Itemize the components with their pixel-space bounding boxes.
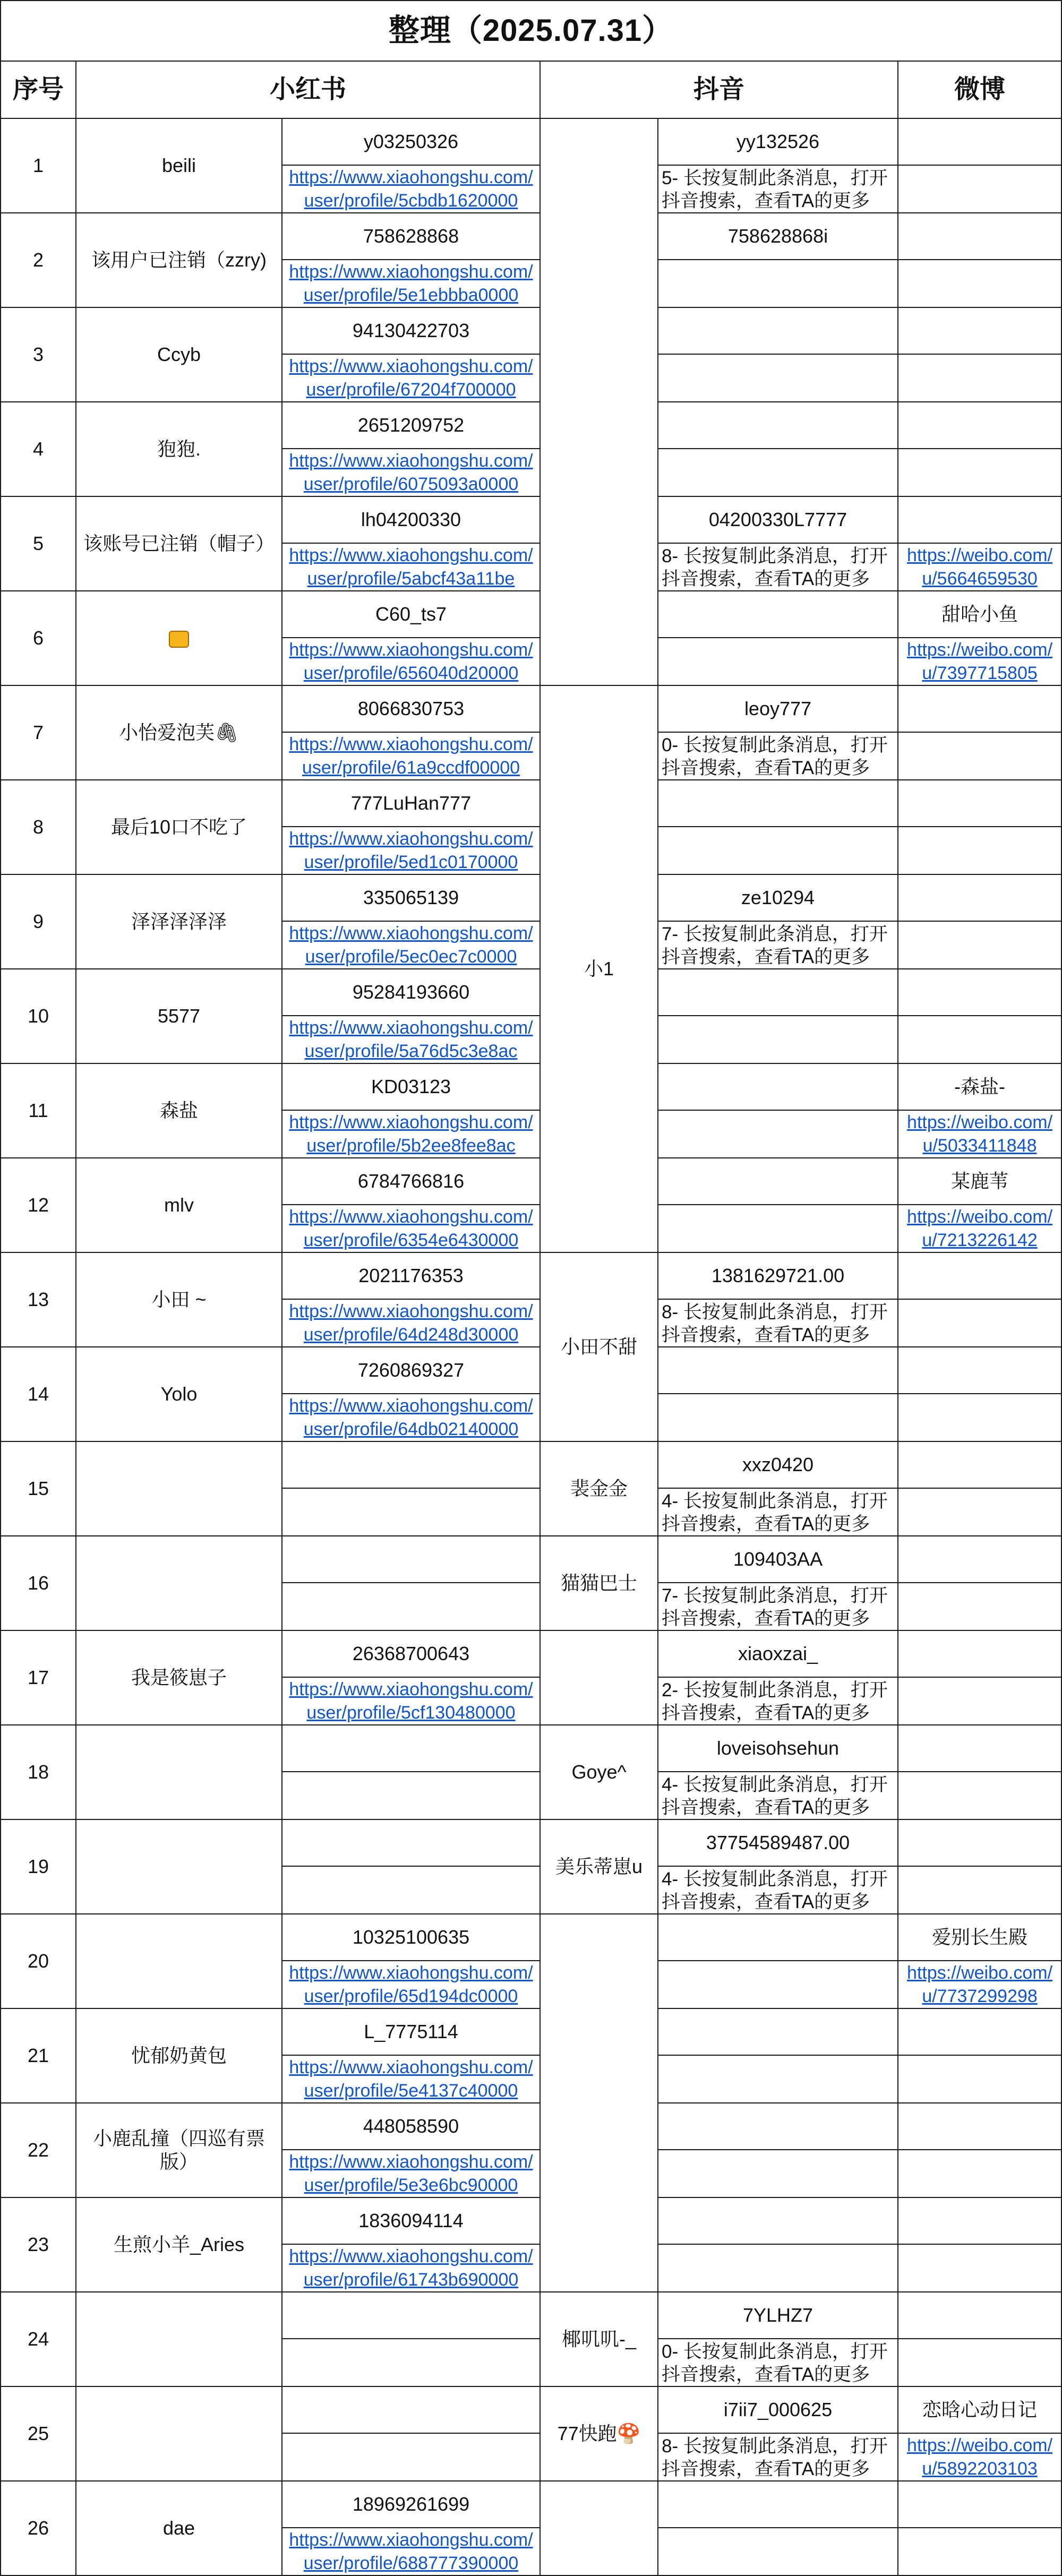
douyin-share-message: [658, 449, 898, 496]
xhs-name: mlv: [76, 1158, 282, 1252]
xhs-id: [282, 1441, 540, 1488]
row-number: 20: [1, 1914, 76, 2008]
xhs-id: C60_ts7: [282, 591, 540, 638]
douyin-name: 77快跑🍄: [540, 2386, 658, 2481]
weibo-name: 甜哈小鱼: [898, 591, 1061, 638]
douyin-id: [658, 2103, 898, 2150]
xhs-id: 6784766816: [282, 1158, 540, 1205]
weibo-name: [898, 780, 1061, 827]
row-number: 14: [1, 1347, 76, 1441]
weibo-name: [898, 1441, 1061, 1488]
douyin-name: [540, 118, 658, 685]
xhs-name: [76, 1819, 282, 1914]
xhs-name: [76, 1536, 282, 1630]
douyin-id: xiaoxzai_: [658, 1630, 898, 1677]
weibo-name: [898, 1347, 1061, 1394]
xhs-profile-link[interactable]: https://www.xiaohongshu.com/user/profile/61743b690000: [282, 2244, 540, 2292]
douyin-id: ze10294: [658, 874, 898, 921]
row-number: 21: [1, 2008, 76, 2103]
xhs-profile-link: [282, 2433, 540, 2481]
xhs-id: [282, 1725, 540, 1772]
douyin-share-message: [658, 354, 898, 402]
douyin-id: 37754589487.00: [658, 1819, 898, 1866]
xhs-profile-link[interactable]: https://www.xiaohongshu.com/user/profile/656040d20000: [282, 638, 540, 685]
row-number: 16: [1, 1536, 76, 1630]
xhs-name: 小田 ~: [76, 1252, 282, 1347]
xhs-profile-link[interactable]: https://www.xiaohongshu.com/user/profile/6075093a0000: [282, 449, 540, 496]
weibo-name: -森盐-: [898, 1063, 1061, 1110]
xhs-profile-link[interactable]: https://www.xiaohongshu.com/user/profile/5b2ee8fee8ac: [282, 1110, 540, 1158]
xhs-name: Ccyb: [76, 307, 282, 402]
xhs-profile-link[interactable]: https://www.xiaohongshu.com/user/profile/64db02140000: [282, 1394, 540, 1441]
douyin-id: [658, 2197, 898, 2244]
row-number: 7: [1, 685, 76, 780]
weibo-profile-link[interactable]: https://weibo.com/u/5033411848: [898, 1110, 1061, 1158]
header-num: 序号: [1, 61, 76, 118]
weibo-profile-link[interactable]: https://weibo.com/u/5664659530: [898, 543, 1061, 591]
douyin-id: [658, 591, 898, 638]
douyin-id: [658, 780, 898, 827]
douyin-name: [540, 1914, 658, 2292]
weibo-name: [898, 213, 1061, 260]
weibo-name: [898, 2008, 1061, 2055]
xhs-profile-link[interactable]: https://www.xiaohongshu.com/user/profile/65d194dc0000: [282, 1961, 540, 2008]
row-number: 6: [1, 591, 76, 685]
xhs-name: 狍狍.: [76, 402, 282, 496]
weibo-name: [898, 118, 1061, 165]
douyin-share-message: 7- 长按复制此条消息，打开抖音搜索，查看TA的更多: [658, 1583, 898, 1630]
xhs-id: 95284193660: [282, 969, 540, 1016]
weibo-profile-link: [898, 1583, 1061, 1630]
row-number: 10: [1, 969, 76, 1063]
douyin-share-message: 8- 长按复制此条消息，打开抖音搜索，查看TA的更多: [658, 2433, 898, 2481]
weibo-profile-link: [898, 1866, 1061, 1914]
row-number: 3: [1, 307, 76, 402]
row-number: 18: [1, 1725, 76, 1819]
weibo-name: [898, 2103, 1061, 2150]
weibo-name: [898, 496, 1061, 543]
xhs-profile-link[interactable]: https://www.xiaohongshu.com/user/profile/5abcf43a11be: [282, 543, 540, 591]
douyin-name: 椰叽叽-_: [540, 2292, 658, 2386]
xhs-name: [76, 2292, 282, 2386]
row-number: 9: [1, 874, 76, 969]
xhs-profile-link: [282, 1772, 540, 1819]
xhs-profile-link[interactable]: https://www.xiaohongshu.com/user/profile/5e4137c40000: [282, 2055, 540, 2103]
weibo-profile-link: [898, 2339, 1061, 2386]
douyin-name: 猫猫巴士: [540, 1536, 658, 1630]
row-number: 15: [1, 1441, 76, 1536]
douyin-name: 小田不甜: [540, 1252, 658, 1441]
douyin-id: [658, 2008, 898, 2055]
weibo-name: 爱别长生殿: [898, 1914, 1061, 1961]
douyin-share-message: [658, 1110, 898, 1158]
xhs-profile-link[interactable]: https://www.xiaohongshu.com/user/profile/5a76d5c3e8ac: [282, 1016, 540, 1063]
row-number: 8: [1, 780, 76, 874]
douyin-share-message: [658, 1205, 898, 1252]
xhs-name: [76, 1441, 282, 1536]
xhs-name: [76, 1914, 282, 2008]
xhs-name: 森盐: [76, 1063, 282, 1158]
xhs-name: [76, 1725, 282, 1819]
weibo-name: [898, 2197, 1061, 2244]
xhs-id: [282, 1536, 540, 1583]
douyin-id: i7ii7_000625: [658, 2386, 898, 2433]
xhs-profile-link[interactable]: https://www.xiaohongshu.com/user/profile/6354e6430000: [282, 1205, 540, 1252]
note-emoji-icon: [169, 631, 189, 648]
weibo-profile-link: [898, 2055, 1061, 2103]
weibo-profile-link[interactable]: https://weibo.com/u/7213226142: [898, 1205, 1061, 1252]
douyin-name: 小1: [540, 685, 658, 1252]
douyin-share-message: [658, 2244, 898, 2292]
weibo-profile-link: [898, 827, 1061, 874]
xhs-id: KD03123: [282, 1063, 540, 1110]
xhs-id: 2651209752: [282, 402, 540, 449]
douyin-share-message: [658, 1016, 898, 1063]
douyin-share-message: [658, 638, 898, 685]
xhs-id: [282, 1819, 540, 1866]
xhs-id: 26368700643: [282, 1630, 540, 1677]
weibo-profile-link: [898, 1394, 1061, 1441]
douyin-share-message: 5- 长按复制此条消息，打开抖音搜索，查看TA的更多: [658, 165, 898, 213]
douyin-share-message: 2- 长按复制此条消息，打开抖音搜索，查看TA的更多: [658, 1677, 898, 1725]
xhs-name: 泽泽泽泽泽: [76, 874, 282, 969]
xhs-id: 448058590: [282, 2103, 540, 2150]
douyin-share-message: [658, 1961, 898, 2008]
weibo-name: [898, 2292, 1061, 2339]
weibo-profile-link[interactable]: https://weibo.com/u/7397715805: [898, 638, 1061, 685]
xhs-id: 94130422703: [282, 307, 540, 354]
weibo-name: [898, 874, 1061, 921]
xhs-name: 该账号已注销（帽子）: [76, 496, 282, 591]
xhs-id: 777LuHan777: [282, 780, 540, 827]
xhs-profile-link[interactable]: https://www.xiaohongshu.com/user/profile/61a9ccdf00000: [282, 732, 540, 780]
xhs-name: 生煎小羊_Aries: [76, 2197, 282, 2292]
header-douyin: 抖音: [540, 61, 898, 118]
douyin-share-message: 8- 长按复制此条消息，打开抖音搜索，查看TA的更多: [658, 543, 898, 591]
douyin-id: [658, 1158, 898, 1205]
row-number: 22: [1, 2103, 76, 2197]
douyin-share-message: 0- 长按复制此条消息，打开抖音搜索，查看TA的更多: [658, 2339, 898, 2386]
douyin-share-message: 4- 长按复制此条消息，打开抖音搜索，查看TA的更多: [658, 1866, 898, 1914]
weibo-profile-link: [898, 449, 1061, 496]
row-number: 25: [1, 2386, 76, 2481]
xhs-profile-link[interactable]: https://www.xiaohongshu.com/user/profile/67204f700000: [282, 354, 540, 402]
xhs-id: 1836094114: [282, 2197, 540, 2244]
xhs-name: 小鹿乱撞（四巡有票版）: [76, 2103, 282, 2197]
header-xiaohongshu: 小红书: [76, 61, 540, 118]
douyin-share-message: 8- 长按复制此条消息，打开抖音搜索，查看TA的更多: [658, 1299, 898, 1347]
douyin-id: xxz0420: [658, 1441, 898, 1488]
xhs-name: beili: [76, 118, 282, 213]
weibo-name: [898, 1536, 1061, 1583]
weibo-profile-link: [898, 2244, 1061, 2292]
weibo-profile-link: [898, 2528, 1061, 2575]
douyin-name: 美乐蒂崽u: [540, 1819, 658, 1914]
xhs-name: 我是筱崽子: [76, 1630, 282, 1725]
xhs-profile-link[interactable]: https://www.xiaohongshu.com/user/profile/5ed1c0170000: [282, 827, 540, 874]
douyin-id: [658, 1347, 898, 1394]
header-weibo: 微博: [898, 61, 1061, 118]
page-title: 整理（2025.07.31）: [1, 1, 1061, 61]
xhs-profile-link[interactable]: https://www.xiaohongshu.com/user/profile/64d248d30000: [282, 1299, 540, 1347]
weibo-name: [898, 969, 1061, 1016]
weibo-name: [898, 1819, 1061, 1866]
xhs-profile-link: [282, 2339, 540, 2386]
douyin-id: [658, 969, 898, 1016]
douyin-id: 04200330L7777: [658, 496, 898, 543]
xhs-name: [76, 591, 282, 685]
weibo-profile-link: [898, 1772, 1061, 1819]
xhs-id: y03250326: [282, 118, 540, 165]
row-number: 4: [1, 402, 76, 496]
weibo-name: 某鹿苇: [898, 1158, 1061, 1205]
douyin-share-message: [658, 827, 898, 874]
xhs-profile-link[interactable]: https://www.xiaohongshu.com/user/profile/5ec0ec7c0000: [282, 921, 540, 969]
douyin-share-message: [658, 2528, 898, 2575]
xhs-profile-link[interactable]: https://www.xiaohongshu.com/user/profile/5e3e6bc90000: [282, 2150, 540, 2197]
row-number: 26: [1, 2481, 76, 2575]
xhs-profile-link[interactable]: https://www.xiaohongshu.com/user/profile/5cf130480000: [282, 1677, 540, 1725]
xhs-id: lh04200330: [282, 496, 540, 543]
weibo-profile-link[interactable]: https://weibo.com/u/5892203103: [898, 2433, 1061, 2481]
row-number: 23: [1, 2197, 76, 2292]
xhs-name: 5577: [76, 969, 282, 1063]
xhs-id: 758628868: [282, 213, 540, 260]
douyin-share-message: 4- 长按复制此条消息，打开抖音搜索，查看TA的更多: [658, 1488, 898, 1536]
xhs-id: [282, 2386, 540, 2433]
xhs-id: 18969261699: [282, 2481, 540, 2528]
douyin-name: [540, 1630, 658, 1725]
douyin-share-message: 7- 长按复制此条消息，打开抖音搜索，查看TA的更多: [658, 921, 898, 969]
row-number: 24: [1, 2292, 76, 2386]
xhs-name: Yolo: [76, 1347, 282, 1441]
weibo-name: [898, 685, 1061, 732]
weibo-name: [898, 307, 1061, 354]
xhs-id: L_7775114: [282, 2008, 540, 2055]
douyin-id: [658, 1063, 898, 1110]
douyin-id: [658, 402, 898, 449]
douyin-share-message: [658, 260, 898, 307]
xhs-name: 小怡爱泡芙🖇: [76, 685, 282, 780]
xhs-id: [282, 2292, 540, 2339]
weibo-name: [898, 402, 1061, 449]
xhs-name: 最后10口不吃了: [76, 780, 282, 874]
xhs-profile-link[interactable]: https://www.xiaohongshu.com/user/profile/5e1ebbba0000: [282, 260, 540, 307]
weibo-name: [898, 1630, 1061, 1677]
row-number: 2: [1, 213, 76, 307]
row-number: 5: [1, 496, 76, 591]
douyin-share-message: [658, 2055, 898, 2103]
xhs-id: 335065139: [282, 874, 540, 921]
douyin-id: 758628868i: [658, 213, 898, 260]
douyin-name: 裴金金: [540, 1441, 658, 1536]
xhs-profile-link: [282, 1488, 540, 1536]
weibo-profile-link: [898, 2150, 1061, 2197]
douyin-id: 109403AA: [658, 1536, 898, 1583]
douyin-id: leoy777: [658, 685, 898, 732]
xhs-name: 该用户已注销（zzry): [76, 213, 282, 307]
douyin-id: [658, 307, 898, 354]
xhs-profile-link: [282, 1866, 540, 1914]
xhs-profile-link[interactable]: https://www.xiaohongshu.com/user/profile/688777390000: [282, 2528, 540, 2575]
row-number: 11: [1, 1063, 76, 1158]
row-number: 12: [1, 1158, 76, 1252]
weibo-name: [898, 1725, 1061, 1772]
weibo-profile-link: [898, 1299, 1061, 1347]
douyin-share-message: [658, 1394, 898, 1441]
douyin-id: [658, 2481, 898, 2528]
douyin-share-message: 4- 长按复制此条消息，打开抖音搜索，查看TA的更多: [658, 1772, 898, 1819]
douyin-share-message: [658, 2150, 898, 2197]
weibo-profile-link: [898, 1677, 1061, 1725]
row-number: 19: [1, 1819, 76, 1914]
xhs-id: 8066830753: [282, 685, 540, 732]
xhs-profile-link: [282, 1583, 540, 1630]
douyin-id: yy132526: [658, 118, 898, 165]
xhs-profile-link[interactable]: https://www.xiaohongshu.com/user/profile/5cbdb1620000: [282, 165, 540, 213]
weibo-profile-link[interactable]: https://weibo.com/u/7737299298: [898, 1961, 1061, 2008]
weibo-profile-link: [898, 732, 1061, 780]
douyin-name: Goye^: [540, 1725, 658, 1819]
douyin-name: [540, 2481, 658, 2575]
douyin-share-message: 0- 长按复制此条消息，打开抖音搜索，查看TA的更多: [658, 732, 898, 780]
xhs-id: 10325100635: [282, 1914, 540, 1961]
douyin-id: 7YLHZ7: [658, 2292, 898, 2339]
xhs-name: dae: [76, 2481, 282, 2575]
xhs-id: 7260869327: [282, 1347, 540, 1394]
row-number: 17: [1, 1630, 76, 1725]
weibo-profile-link: [898, 260, 1061, 307]
weibo-profile-link: [898, 1016, 1061, 1063]
weibo-name: 恋晗心动日记: [898, 2386, 1061, 2433]
douyin-id: 1381629721.00: [658, 1252, 898, 1299]
row-number: 1: [1, 118, 76, 213]
weibo-name: [898, 2481, 1061, 2528]
xhs-name: [76, 2386, 282, 2481]
weibo-profile-link: [898, 1488, 1061, 1536]
weibo-profile-link: [898, 165, 1061, 213]
xhs-name: 忧郁奶黄包: [76, 2008, 282, 2103]
xhs-id: 2021176353: [282, 1252, 540, 1299]
douyin-id: loveisohsehun: [658, 1725, 898, 1772]
douyin-id: [658, 1914, 898, 1961]
weibo-profile-link: [898, 921, 1061, 969]
row-number: 13: [1, 1252, 76, 1347]
weibo-profile-link: [898, 354, 1061, 402]
weibo-name: [898, 1252, 1061, 1299]
